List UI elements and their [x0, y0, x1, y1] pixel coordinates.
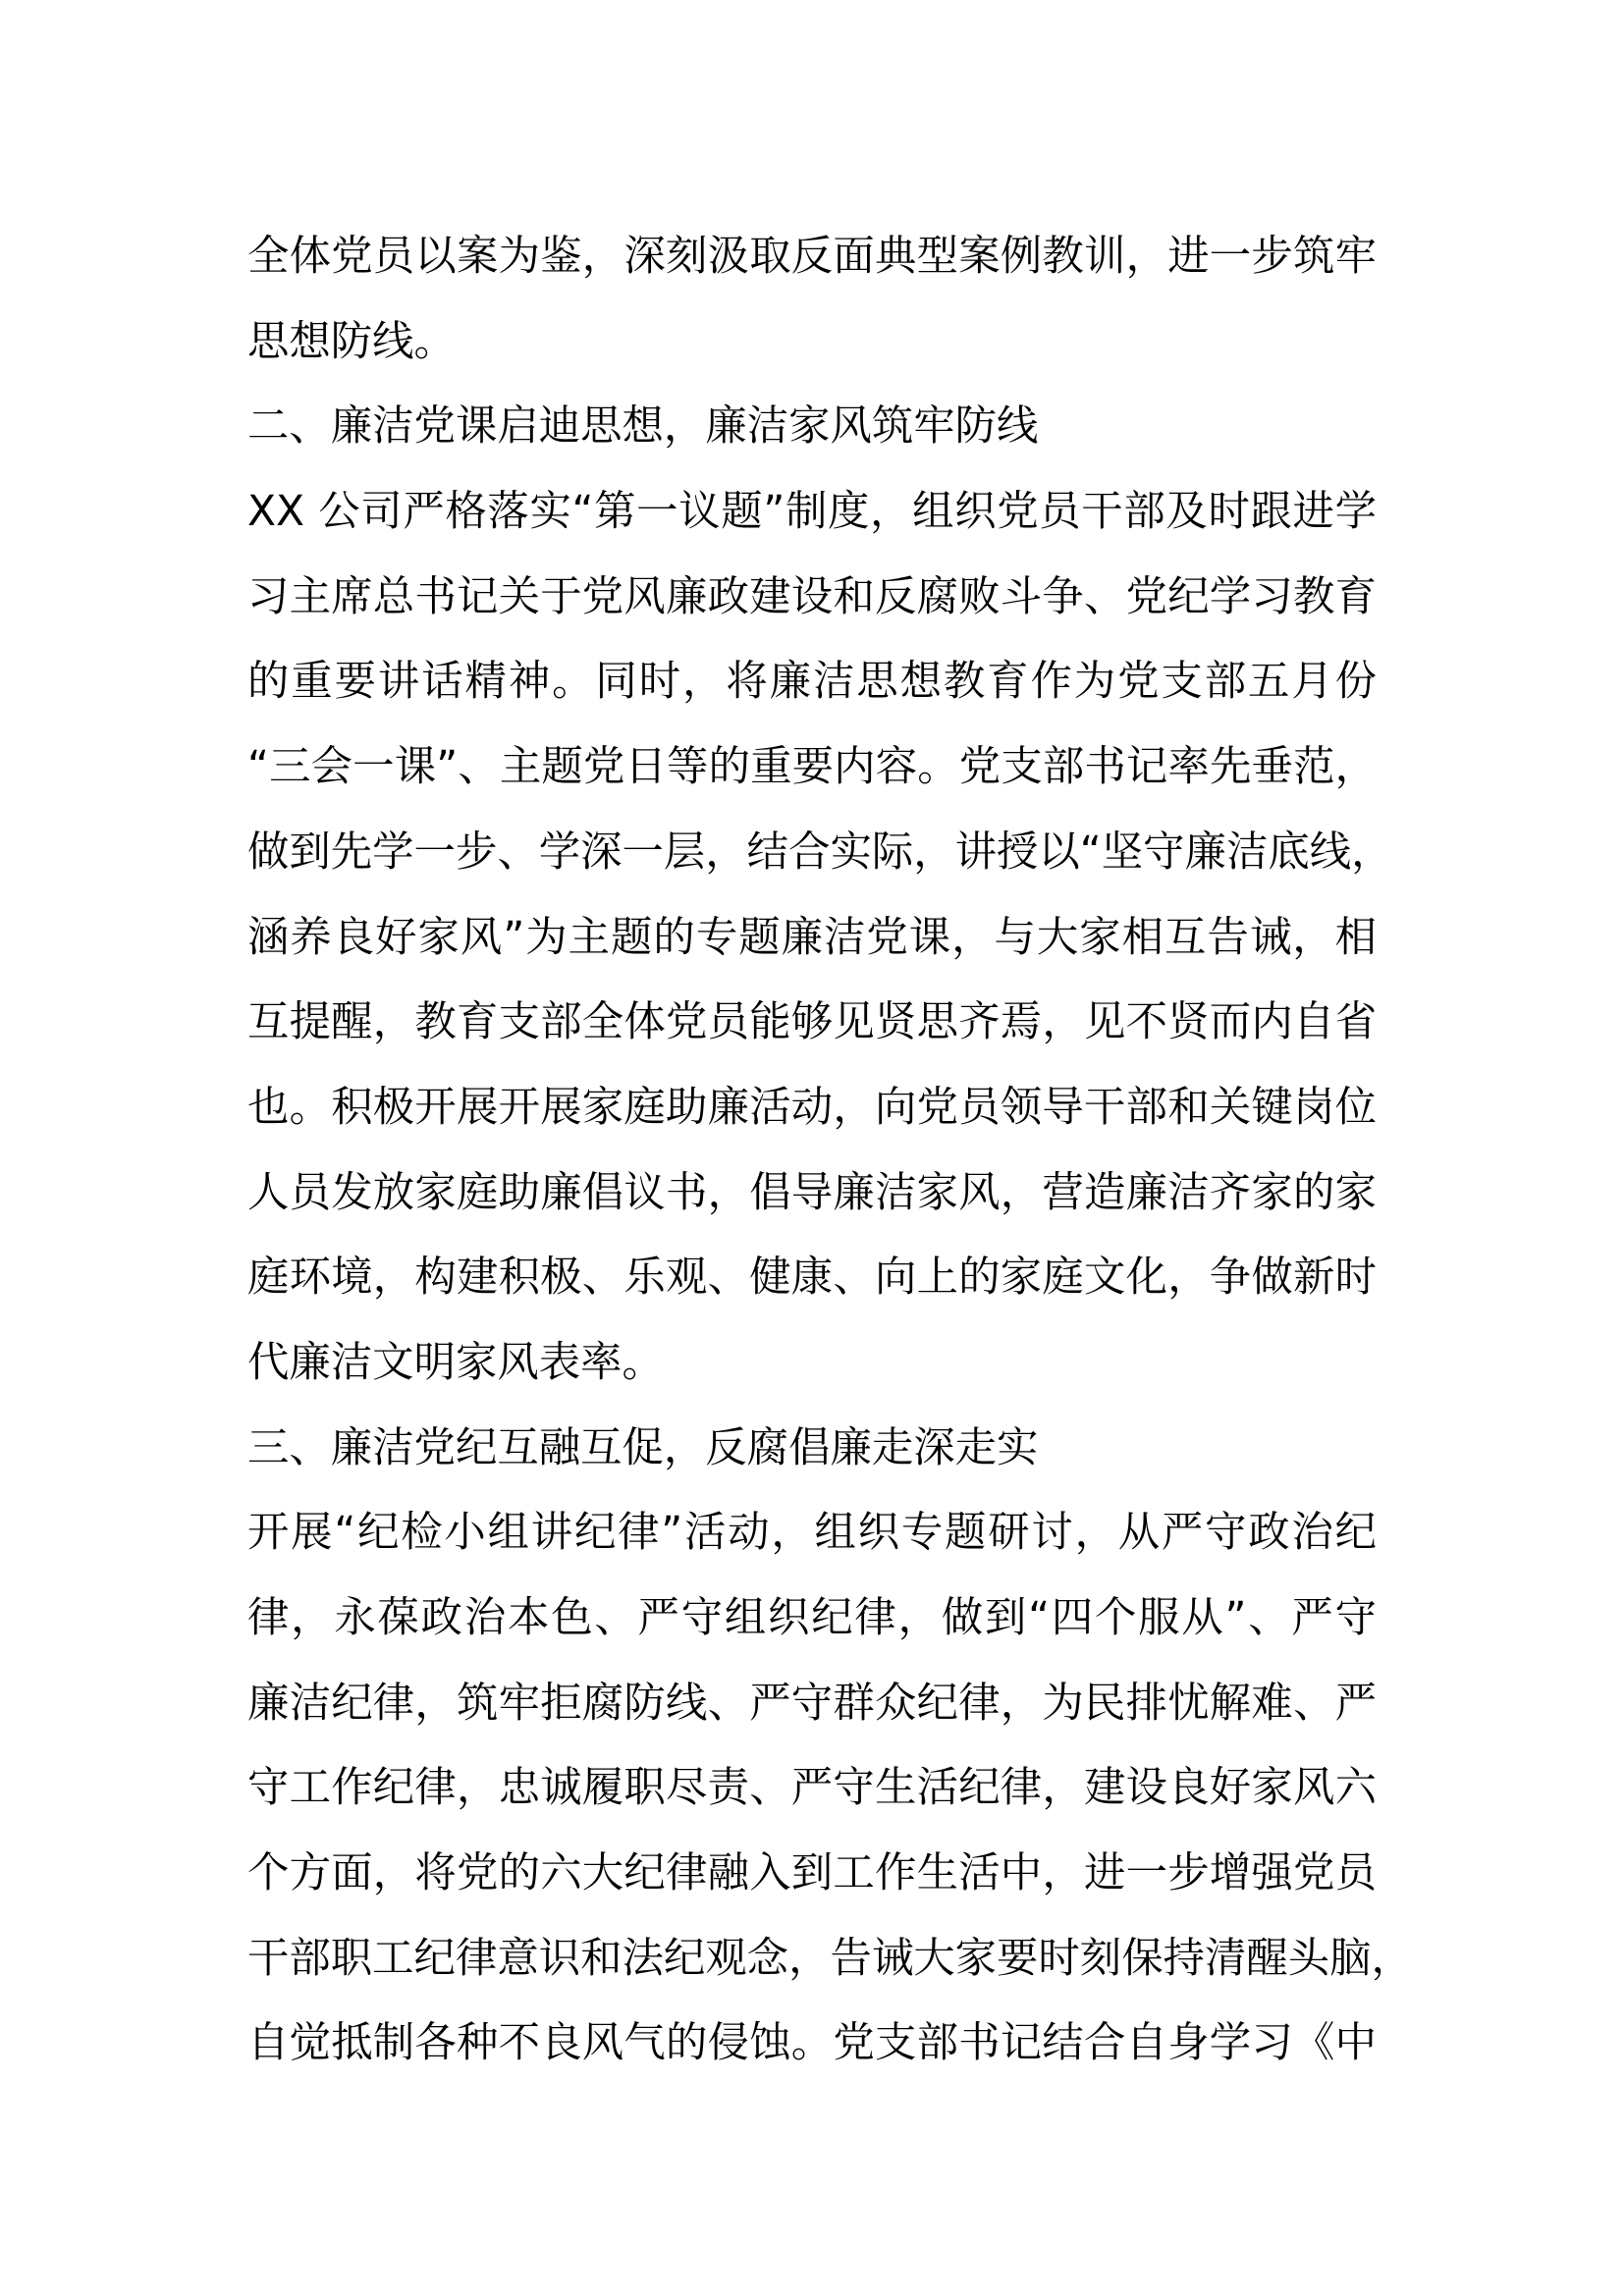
body-text-line: 全体党员以案为鉴，深刻汲取反面典型案例教训，进一步筑牢: [247, 232, 1377, 280]
body-text-line: 思想防线。: [247, 316, 456, 365]
body-text-line: 做到先学一步、学深一层，结合实际，讲授以“坚守廉洁底线，: [247, 827, 1393, 876]
body-text-line: 人员发放家庭助廉倡议书，倡导廉洁家风，营造廉洁齐家的家: [247, 1167, 1377, 1216]
body-text-line: 个方面，将党的六大纪律融入到工作生活中，进一步增强党员: [247, 1848, 1377, 1897]
body-text-line: 干部职工纪律意识和法纪观念，告诫大家要时刻保持清醒头脑，: [247, 1933, 1413, 1982]
body-text-line: 的重要讲话精神。同时，将廉洁思想教育作为党支部五月份: [247, 657, 1377, 706]
body-text-line: 涵养良好家风”为主题的专题廉洁党课，与大家相互告诫，相: [247, 912, 1377, 961]
body-text-line: 守工作纪律，忠诚履职尽责、严守生活纪律，建设良好家风六: [247, 1763, 1377, 1812]
document-page: [247, 214, 1413, 2086]
body-text-line: 开展“纪检小组讲纪律”活动，组织专题研讨，从严守政治纪: [247, 1508, 1377, 1557]
section-heading-3: 三、廉洁党纪互融互促，反腐倡廉走深走实: [247, 1422, 1039, 1471]
body-text-line: 廉洁纪律，筑牢拒腐防线、严守群众纪律，为民排忧解难、严: [247, 1678, 1377, 1727]
body-text-line: 互提醒，教育支部全体党员能够见贤思齐焉，见不贤而内自省: [247, 997, 1377, 1046]
body-text-line: 自觉抵制各种不良风气的侵蚀。党支部书记结合自身学习《中: [247, 2018, 1377, 2067]
body-text-line: “三会一课”、主题党日等的重要内容。党支部书记率先垂范，: [247, 742, 1377, 791]
body-text-line: 律，永葆政治本色、严守组织纪律，做到“四个服从”、严守: [247, 1593, 1377, 1641]
body-text-line: 也。积极开展开展家庭助廉活动，向党员领导干部和关键岗位: [247, 1082, 1377, 1131]
body-text-line: 习主席总书记关于党风廉政建设和反腐败斗争、党纪学习教育: [247, 571, 1377, 620]
body-text-line: XX 公司严格落实“第一议题”制度，组织党员干部及时跟进学: [247, 487, 1377, 536]
body-text-line: 庭环境，构建积极、乐观、健康、向上的家庭文化，争做新时: [247, 1253, 1377, 1302]
section-heading-2: 二、廉洁党课启迪思想，廉洁家风筑牢防线: [247, 401, 1039, 451]
body-text-line: 代廉洁文明家风表率。: [247, 1337, 664, 1386]
